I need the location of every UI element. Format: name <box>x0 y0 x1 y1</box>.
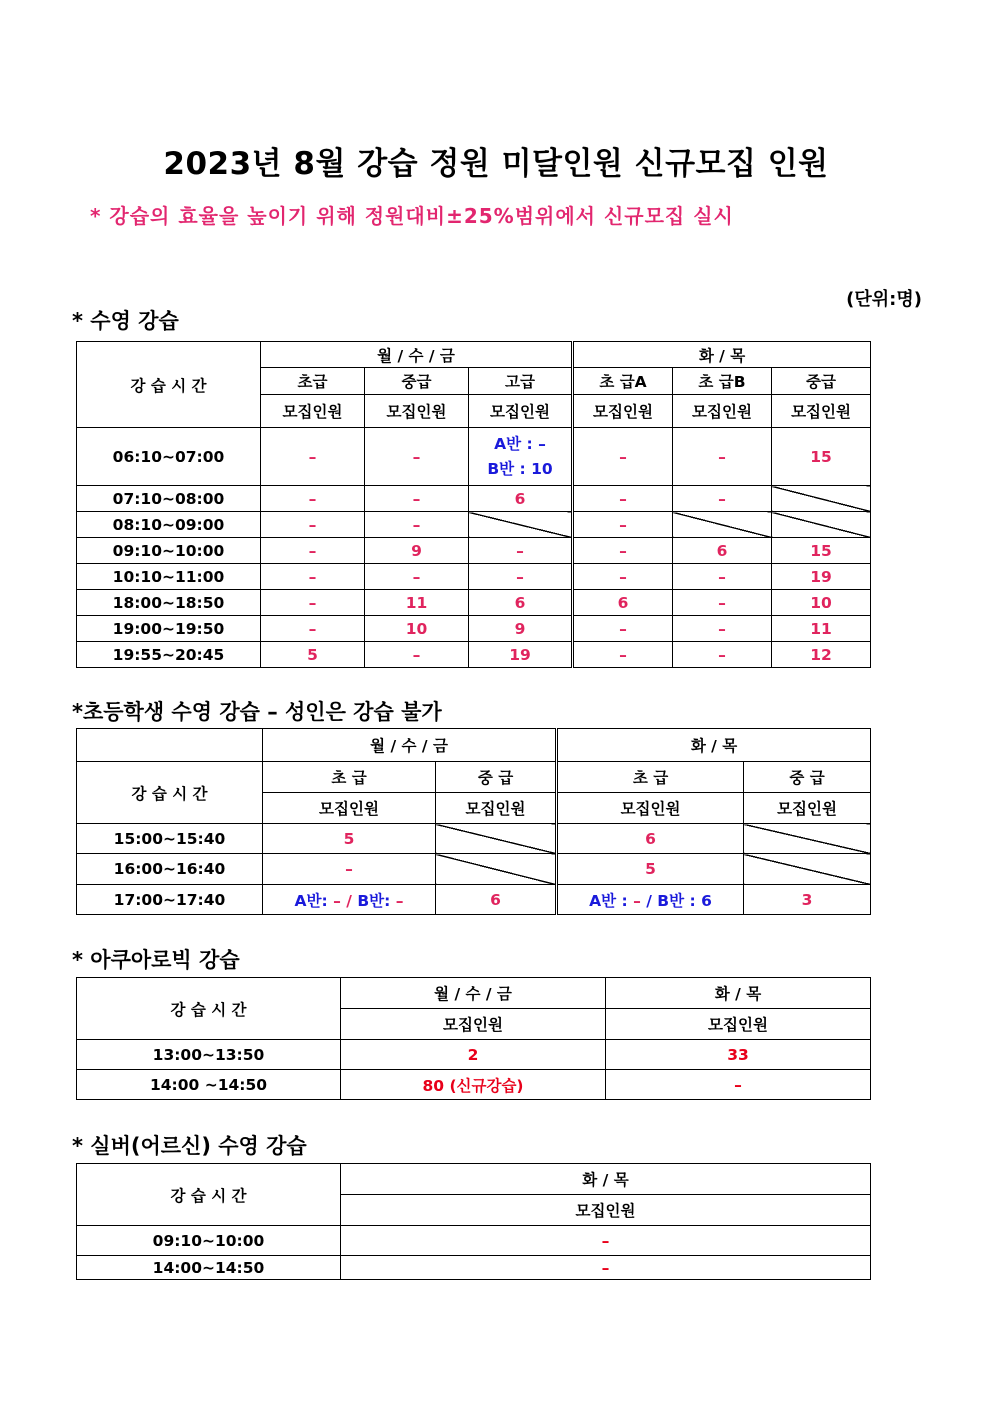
page-title: 2023년 8월 강습 정원 미달인원 신규모집 인원 <box>163 146 829 182</box>
level-header: 초 급 <box>263 762 436 793</box>
time-cell: 18:00~18:50 <box>77 590 261 616</box>
table-row <box>77 590 871 616</box>
count-cell: – <box>573 642 673 668</box>
time-cell: 13:00~13:50 <box>77 1040 341 1070</box>
class-b-label: B반: <box>357 891 391 910</box>
count-cell: 2 <box>341 1040 606 1070</box>
count-cell: – <box>469 538 573 564</box>
time-cell: 09:10~10:00 <box>77 1226 341 1256</box>
table-row <box>77 564 871 590</box>
time-cell: 16:00~16:40 <box>77 854 263 885</box>
recruit-header: 모집인원 <box>557 793 744 824</box>
count-cell: – <box>261 428 365 486</box>
count-cell: – <box>573 538 673 564</box>
count-cell: 9 <box>365 538 469 564</box>
time-header: 강 습 시 간 <box>77 342 261 428</box>
class-a-value: A반 : – <box>494 434 546 453</box>
count-cell: – <box>673 486 772 512</box>
count-cell: 6 <box>469 486 573 512</box>
no-class-cell <box>436 854 557 885</box>
no-class-cell <box>744 854 871 885</box>
count-cell: 6 <box>557 824 744 854</box>
count-cell: – <box>673 616 772 642</box>
count-cell: 5 <box>263 824 436 854</box>
level-header: 중급 <box>772 368 871 395</box>
silver-section-title: * 실버(어르신) 수영 강습 <box>72 1134 307 1158</box>
group-header-tt: 화 / 목 <box>606 978 871 1009</box>
count-cell: 15 <box>772 428 871 486</box>
level-header: 중 급 <box>744 762 871 793</box>
count-cell: – <box>365 564 469 590</box>
group-header-tt: 화 / 목 <box>341 1164 871 1195</box>
group-header-mwf: 월 / 수 / 금 <box>263 729 557 762</box>
class-a-value: – <box>633 891 641 910</box>
no-class-cell <box>469 512 573 538</box>
no-class-cell <box>673 512 772 538</box>
count-cell: – <box>573 616 673 642</box>
no-class-cell <box>436 824 557 854</box>
count-cell: – <box>261 512 365 538</box>
class-a-label: A반 : <box>589 891 628 910</box>
time-cell: 07:10~08:00 <box>77 486 261 512</box>
swim-section-title: * 수영 강습 <box>72 309 179 333</box>
level-header: 중 급 <box>436 762 557 793</box>
recruit-header: 모집인원 <box>436 793 557 824</box>
count-cell: 80 (신규강습) <box>341 1070 606 1100</box>
count-cell: – <box>365 512 469 538</box>
time-cell: 14:00 ~14:50 <box>77 1070 341 1100</box>
count-cell: 6 <box>673 538 772 564</box>
count-cell: – <box>606 1070 871 1100</box>
table-row <box>77 616 871 642</box>
count-cell: – <box>673 590 772 616</box>
recruit-header: 모집인원 <box>606 1009 871 1040</box>
table-row <box>77 1226 871 1256</box>
no-class-cell <box>772 512 871 538</box>
count-cell: – <box>573 428 673 486</box>
count-cell: 11 <box>365 590 469 616</box>
table-row <box>77 538 871 564</box>
recruit-header: 모집인원 <box>263 793 436 824</box>
count-cell: – <box>573 512 673 538</box>
time-cell: 19:00~19:50 <box>77 616 261 642</box>
level-header: 초 급B <box>673 368 772 395</box>
recruit-header: 모집인원 <box>772 395 871 428</box>
count-cell: 6 <box>469 590 573 616</box>
count-cell: – <box>673 642 772 668</box>
blank-header <box>77 729 263 762</box>
recruit-header: 모집인원 <box>469 395 573 428</box>
count-cell: 9 <box>469 616 573 642</box>
count-cell: 15 <box>772 538 871 564</box>
count-cell: 11 <box>772 616 871 642</box>
recruit-header: 모집인원 <box>261 395 365 428</box>
aqua-section-title: * 아쿠아로빅 강습 <box>72 948 240 972</box>
aquarobic-table <box>76 977 871 1100</box>
recruit-header: 모집인원 <box>341 1195 871 1226</box>
count-cell: – <box>365 428 469 486</box>
count-cell: 6 <box>573 590 673 616</box>
count-cell: – <box>673 428 772 486</box>
count-cell: 3 <box>744 885 871 915</box>
count-cell: 5 <box>261 642 365 668</box>
no-class-cell <box>772 486 871 512</box>
table-row <box>77 1040 871 1070</box>
group-header-tt: 화 / 목 <box>573 342 871 368</box>
count-cell: – <box>365 642 469 668</box>
class-b-value: B반 : 10 <box>487 459 553 478</box>
time-cell: 14:00~14:50 <box>77 1256 341 1280</box>
time-cell: 10:10~11:00 <box>77 564 261 590</box>
table-row <box>77 1070 871 1100</box>
level-header: 초급 <box>261 368 365 395</box>
table-row <box>77 824 871 854</box>
count-cell: 19 <box>469 642 573 668</box>
recruit-header: 모집인원 <box>365 395 469 428</box>
time-header: 강 습 시 간 <box>77 1164 341 1226</box>
time-header: 강 습 시 간 <box>77 762 263 824</box>
level-header: 고급 <box>469 368 573 395</box>
count-cell: – <box>573 564 673 590</box>
group-header-mwf: 월 / 수 / 금 <box>261 342 573 368</box>
class-b-value: 6 <box>701 891 712 910</box>
level-header: 초 급A <box>573 368 673 395</box>
kids-section-title: *초등학생 수영 강습 – 성인은 강습 불가 <box>72 700 442 724</box>
recruit-header: 모집인원 <box>673 395 772 428</box>
count-cell: 10 <box>365 616 469 642</box>
count-cell: – <box>469 564 573 590</box>
count-cell: – <box>263 854 436 885</box>
table-row <box>77 854 871 885</box>
level-header: 초 급 <box>557 762 744 793</box>
time-cell: 06:10~07:00 <box>77 428 261 486</box>
time-header: 강 습 시 간 <box>77 978 341 1040</box>
unit-label: (단위:명) <box>846 289 922 310</box>
count-cell: 19 <box>772 564 871 590</box>
silver-swim-table <box>76 1163 871 1280</box>
count-cell: 10 <box>772 590 871 616</box>
time-cell: 08:10~09:00 <box>77 512 261 538</box>
time-cell: 19:55~20:45 <box>77 642 261 668</box>
recruit-header: 모집인원 <box>573 395 673 428</box>
group-header-mwf: 월 / 수 / 금 <box>341 978 606 1009</box>
table-row <box>77 428 871 486</box>
count-cell: – <box>261 590 365 616</box>
recruit-header: 모집인원 <box>341 1009 606 1040</box>
class-a-label: A반: <box>294 891 328 910</box>
count-cell: – <box>341 1256 871 1280</box>
no-class-cell <box>744 824 871 854</box>
time-cell: 15:00~15:40 <box>77 824 263 854</box>
class-split-cell <box>557 885 744 915</box>
advanced-split-cell <box>469 428 573 486</box>
count-cell: – <box>261 538 365 564</box>
count-cell: 33 <box>606 1040 871 1070</box>
group-header-tt: 화 / 목 <box>557 729 871 762</box>
kids-swim-table <box>76 728 871 915</box>
count-cell: – <box>261 616 365 642</box>
count-cell: – <box>365 486 469 512</box>
recruit-header: 모집인원 <box>744 793 871 824</box>
table-row <box>77 885 871 915</box>
class-b-value: – <box>395 891 404 910</box>
count-cell: – <box>261 564 365 590</box>
count-cell: 5 <box>557 854 744 885</box>
level-header: 중급 <box>365 368 469 395</box>
class-a-value: – / <box>333 891 352 910</box>
count-cell: – <box>341 1226 871 1256</box>
table-row <box>77 1256 871 1280</box>
time-cell: 09:10~10:00 <box>77 538 261 564</box>
table-row <box>77 486 871 512</box>
class-split-cell <box>263 885 436 915</box>
count-cell: 6 <box>436 885 557 915</box>
table-row <box>77 512 871 538</box>
time-cell: 17:00~17:40 <box>77 885 263 915</box>
count-cell: – <box>261 486 365 512</box>
swim-table <box>76 341 871 668</box>
class-b-label: / B반 : <box>646 891 696 910</box>
count-cell: – <box>573 486 673 512</box>
table-row <box>77 642 871 668</box>
count-cell: – <box>673 564 772 590</box>
count-cell: 12 <box>772 642 871 668</box>
recruitment-notice: * 강습의 효율을 높이기 위해 정원대비±25%범위에서 신규모집 실시 <box>90 204 734 228</box>
